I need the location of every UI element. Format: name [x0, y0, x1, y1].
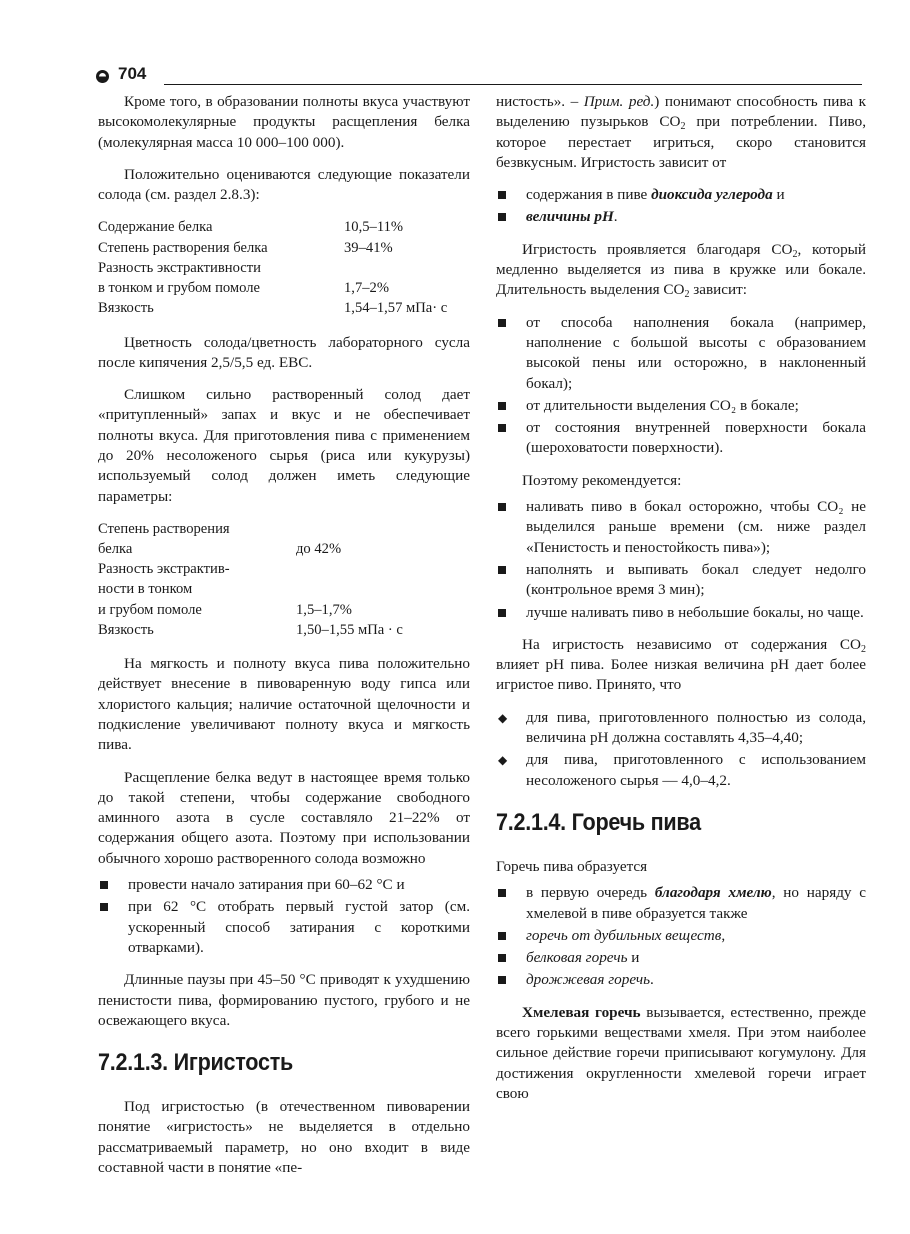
list-item: дрожжевая горечь. [496, 970, 866, 990]
list-item: горечь от дубильных веществ, [496, 926, 866, 946]
paragraph: Слишком сильно растворенный солод дает «притупленный» запах и вкус и не обеспечивает полноты вкуса. Для приготовления пива с применением до 20% несоложеного сырья (риса или кукурузы) используемый солод должен иметь следующие параметры: [98, 386, 470, 505]
table-row: Степень растворения белка 39–41% [98, 239, 393, 256]
paragraph: Горечь пива образуется [496, 857, 648, 875]
square-bullet-icon [498, 191, 506, 199]
square-bullet-icon [498, 319, 506, 327]
paragraph: Под игристостью (в отечественном пивоварении понятие «игристость» не выделяется в отдельно рассматриваемый параметр, но оно входит в виде составной части в понятие «пе- [98, 1098, 470, 1177]
malt-parameters-table [98, 217, 447, 318]
table-row: и грубом помоле 1,5–1,7% [98, 601, 352, 618]
table-row: Разность экстрактив- [98, 561, 230, 578]
list-item: провести начало затирания при 60–62 °C и [98, 875, 470, 895]
square-bullet-icon [498, 566, 506, 574]
square-bullet-icon [498, 503, 506, 511]
table-row: Разность экстрактивности [98, 259, 261, 276]
adjunct-malt-parameters-table [98, 519, 403, 640]
paragraph: Длинные паузы при 45–50 °C приводят к ухудшению пенистости пива, формированию пустого, грубого и не освежающего вкуса. [98, 971, 470, 1029]
sparkle-factors-list [496, 185, 866, 228]
square-bullet-icon [498, 402, 506, 410]
ph-list [496, 708, 866, 791]
page-header [96, 64, 862, 90]
header-rule [164, 84, 862, 85]
paragraph: На игристость независимо от содержания $CO_2$ влияет pH пива. Более низкая величина pH дает более игристое пиво. Принято, что [496, 635, 866, 694]
list-item: при 62 °C отобрать первый густой затор (см. ускоренный способ затирания с короткими отварками). [98, 897, 470, 958]
square-bullet-icon [498, 932, 506, 940]
square-bullet-icon [498, 976, 506, 984]
list-item: для пива, приготовленного с использованием несоложеного сырья — 4,0–4,2. [526, 751, 866, 789]
paragraph: Кроме того, в образовании полноты вкуса участвуют высокомолекулярные продукты расщепления белка (молекулярная масса 10 000–100 000). [98, 93, 470, 151]
paragraph: Положительно оцениваются следующие показатели солода (см. раздел 2.8.3): [98, 165, 470, 204]
duration-factors-list [496, 313, 866, 459]
mashing-list [98, 875, 470, 958]
paragraph: На мягкость и полноту вкуса пива положительно действует внесение в пивоваренную воду гипса или хлористого кальция; наличие остаточной щелочности и подкисление увеличивают полноту вкуса и мягкость пива. [98, 655, 470, 754]
square-bullet-icon [100, 903, 108, 911]
paragraph: Игристость проявляется благодаря $CO_2$, который медленно выделяется из пива в кружке или бокале. Длительность выделения $CO_2$ зависит: [496, 240, 866, 301]
list-item: белковая горечь и [496, 948, 866, 968]
table-row: Содержание белка 10,5–11% [98, 219, 404, 236]
square-bullet-icon [498, 889, 506, 897]
right-column [496, 92, 866, 1116]
list-item: в первую очередь благодаря хмелю, но наряду с хмелевой в пиве образуется также [496, 883, 866, 924]
left-column [98, 92, 470, 1190]
table-row: Вязкость 1,54–1,57 мПа· с [98, 300, 448, 317]
paragraph: Поэтому рекомендуется: [522, 471, 682, 489]
list-item: наполнять и выпивать бокал следует недолго (контрольное время 3 мин); [496, 560, 866, 601]
square-bullet-icon [498, 954, 506, 962]
list-item: от способа наполнения бокала (например, наполнение с большой высоты с образованием высокой пены или осторожно, в наклоненный бокал); [496, 313, 866, 394]
list-item: лучше наливать пиво в небольшие бокалы, но чаще. [496, 603, 866, 623]
square-bullet-icon [498, 213, 506, 221]
page-marker-icon [96, 70, 109, 83]
section-heading-bitterness: 7.2.1.4. Горечь пива [496, 808, 701, 836]
list-item: наливать пиво в бокал осторожно, чтобы CO₂ не выделился раньше времени (см. ниже раздел «Пенистость и пеностойкость пива»); [496, 497, 866, 558]
table-row: Степень растворения [98, 520, 230, 537]
paragraph: нистость». – Прим. ред.) понимают способность пива к выделению пузырьков $CO_2$ при потреблении. Пиво, которое перестает игриться, скоро становится безвкусным. Игристость зависит от [496, 93, 867, 171]
list-item: от длительности выделения CO₂ в бокале; [496, 396, 866, 416]
paragraph: Расщепление белка ведут в настоящее время только до такой степени, чтобы содержание свободного аминного азота в сусле составляло 21–22% от содержания общего азота. Поэтому при использовании обычного хорошо растворенного солода возможно [98, 768, 470, 867]
recommendations-list [496, 497, 866, 623]
list-item: величины pH. [496, 207, 866, 227]
table-row: белка до 42% [98, 541, 342, 558]
table-row: в тонком и грубом помоле 1,7–2% [98, 280, 389, 297]
paragraph: Хмелевая горечь вызывается, естественно, прежде всего горькими веществами хмеля. При этом наиболее сильное действие горечи приписывают когумулону. Для достижения округленности хмелевой горечи играет свою [496, 1003, 866, 1102]
square-bullet-icon [100, 881, 108, 889]
section-heading-sparkle: 7.2.1.3. Игристость [98, 1049, 294, 1077]
list-item: для пива, приготовленного полностью из солода, величина pH должна составлять 4,35–4,40; [526, 708, 866, 747]
table-row: ности в тонком [98, 581, 193, 598]
page-number: 704 [118, 64, 147, 83]
square-bullet-icon [498, 424, 506, 432]
list-item: содержания в пиве диоксида углерода и [496, 185, 866, 205]
list-item: от состояния внутренней поверхности бокала (шероховатости поверхности). [496, 418, 866, 459]
table-row: Вязкость 1,50–1,55 мПа · с [98, 621, 403, 638]
paragraph: Цветность солода/цветность лабораторного сусла после кипячения 2,5/5,5 ед. EBC. [98, 333, 470, 371]
bitterness-sources-list [496, 883, 866, 990]
square-bullet-icon [498, 609, 506, 617]
